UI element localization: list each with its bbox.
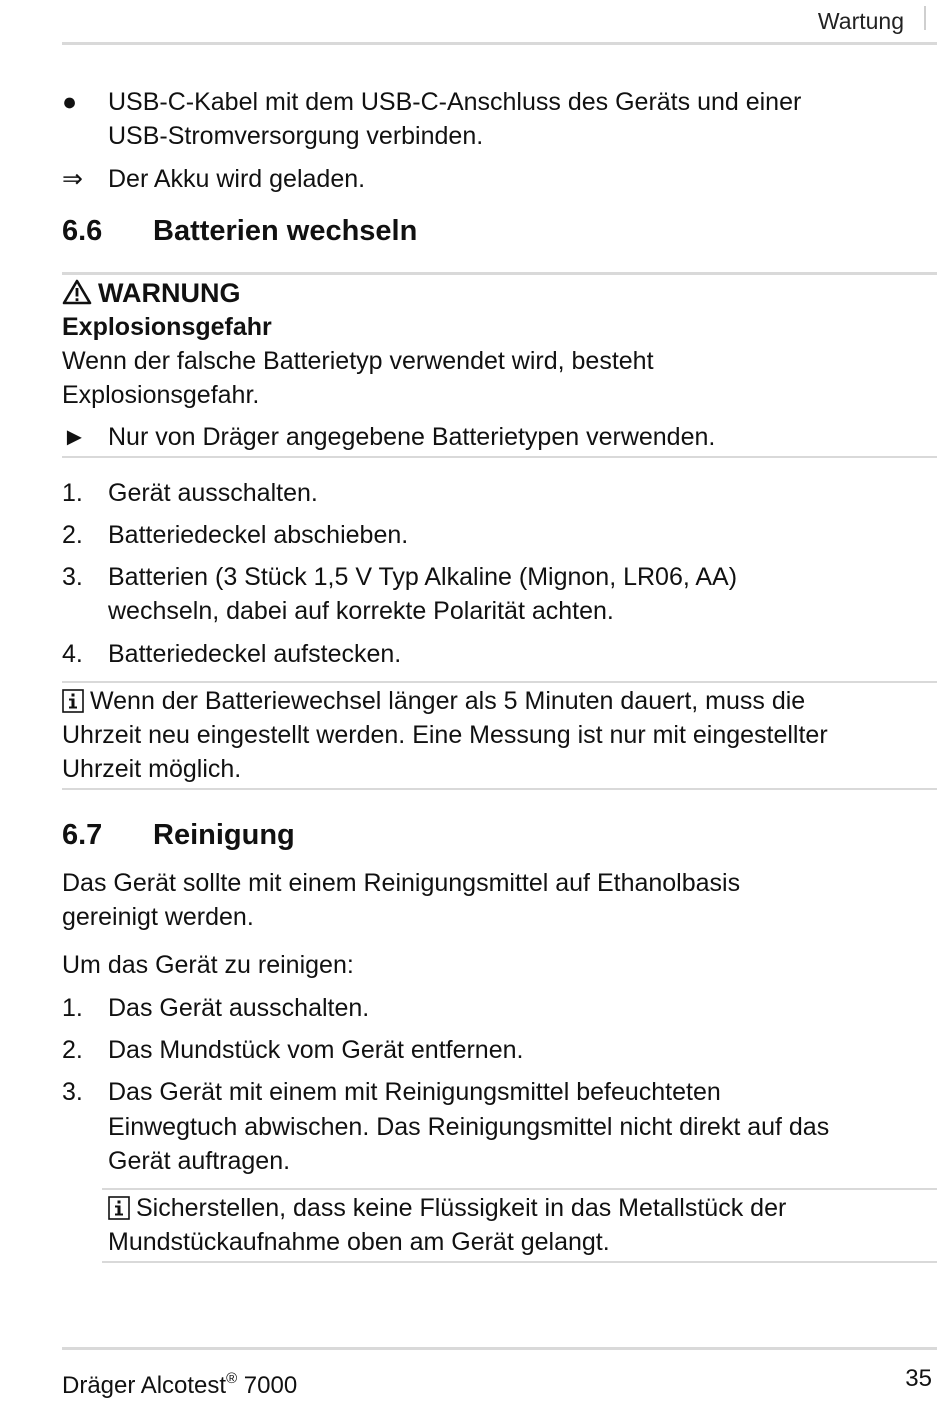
note-line2: Uhrzeit neu eingestellt werden. Eine Messung ist nur mit eingestellter (62, 721, 828, 749)
step-text: Das Gerät mit einem mit Reinigungsmittel befeuchteten (108, 1078, 721, 1106)
action-triangle-marker: ► (62, 423, 87, 451)
note-line3: Uhrzeit möglich. (62, 755, 242, 783)
step-text: Gerät ausschalten. (108, 479, 318, 507)
step-number: 1. (62, 479, 83, 507)
step-number: 2. (62, 521, 83, 549)
note-top-rule (102, 1188, 937, 1190)
product-name: Dräger Alcotest (62, 1372, 227, 1399)
step-text: Das Mundstück vom Gerät entfernen. (108, 1036, 524, 1064)
step-text: Batteriedeckel abschieben. (108, 521, 409, 549)
note-text: Wenn der Batteriewechsel länger als 5 Minuten dauert, muss die (90, 687, 806, 715)
header-separator (924, 6, 926, 30)
step-text: Batteriedeckel aufstecken. (108, 640, 402, 668)
section-title: Batterien wechseln (153, 215, 418, 247)
registered-mark: ® (226, 1370, 238, 1387)
warning-triangle-icon (62, 279, 92, 305)
section-number: 6.6 (62, 215, 103, 247)
warning-bottom-rule (62, 456, 937, 458)
section-title: Reinigung (153, 819, 295, 851)
step-number: 1. (62, 994, 83, 1022)
warning-label: WARNUNG (98, 278, 241, 308)
step-text: Batterien (3 Stück 1,5 V Typ Alkaline (Mignon, LR06, AA) (108, 563, 738, 591)
product-model: 7000 (237, 1372, 298, 1399)
warning-label-row (62, 276, 241, 310)
note-top-rule (62, 681, 937, 683)
note-bottom-rule (62, 788, 937, 790)
step-text: Einwegtuch abwischen. Das Reinigungsmittel nicht direkt auf das (108, 1113, 830, 1141)
footer-rule (62, 1347, 937, 1350)
note-line1 (108, 1191, 786, 1225)
warning-text-line2: Explosionsgefahr. (62, 381, 260, 409)
bullet-marker: ● (62, 88, 78, 116)
info-icon (62, 689, 84, 713)
result-text: Der Akku wird geladen. (108, 165, 366, 193)
step-number: 2. (62, 1036, 83, 1064)
hazard-title: Explosionsgefahr (62, 313, 272, 341)
page-number: 35 (905, 1365, 932, 1392)
footer-product (62, 1362, 297, 1403)
lead-text: Um das Gerät zu reinigen: (62, 951, 354, 979)
step-text: wechseln, dabei auf korrekte Polarität achten. (108, 597, 614, 625)
warning-top-rule (62, 272, 937, 275)
paragraph-line2: gereinigt werden. (62, 903, 254, 931)
note-line2: Mundstückaufnahme oben am Gerät gelangt. (108, 1228, 610, 1256)
step-number: 3. (62, 1078, 83, 1106)
section-number: 6.7 (62, 819, 103, 851)
note-line1 (62, 684, 805, 718)
paragraph-line1: Das Gerät sollte mit einem Reinigungsmittel auf Ethanolbasis (62, 869, 741, 897)
note-text: Sicherstellen, dass keine Flüssigkeit in das Metallstück der (136, 1194, 787, 1222)
step-text: Das Gerät ausschalten. (108, 994, 370, 1022)
running-header: Wartung (817, 8, 904, 34)
step-number: 4. (62, 640, 83, 668)
bullet-text-line2: USB-Stromversorgung verbinden. (108, 122, 484, 150)
bullet-text-line1: USB-C-Kabel mit dem USB-C-Anschluss des Geräts und einer (108, 88, 802, 116)
info-icon (108, 1196, 130, 1220)
step-text: Gerät auftragen. (108, 1147, 291, 1175)
step-number: 3. (62, 563, 83, 591)
result-arrow: ⇒ (62, 165, 83, 193)
note-bottom-rule (102, 1261, 937, 1263)
header-rule (62, 42, 937, 45)
warning-text-line1: Wenn der falsche Batterietyp verwendet wird, besteht (62, 347, 654, 375)
warning-action-text: Nur von Dräger angegebene Batterietypen verwenden. (108, 423, 716, 451)
